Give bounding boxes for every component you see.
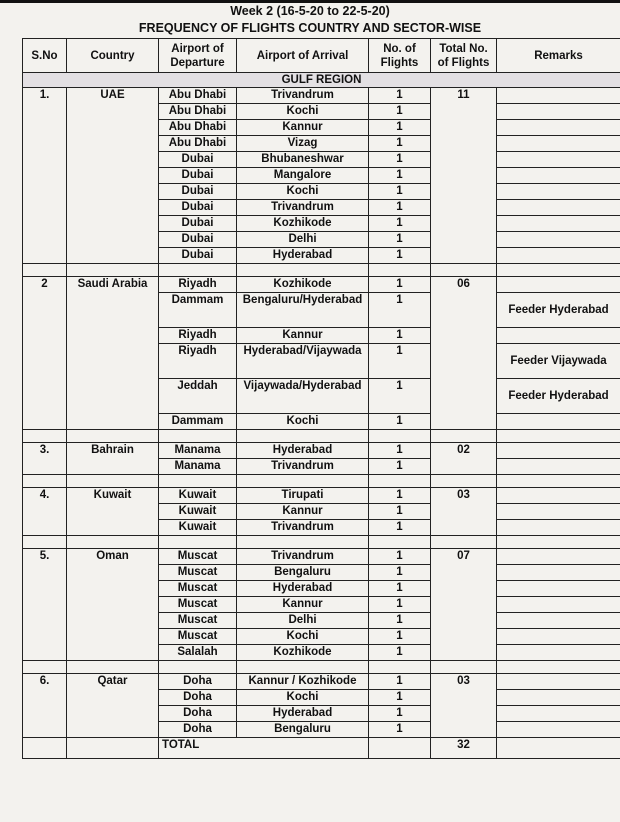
remarks-cell [497, 136, 620, 152]
remarks-cell [497, 565, 620, 581]
flights-table [22, 38, 620, 759]
country-cell: Qatar [67, 674, 159, 738]
departure-cell: Dubai [159, 152, 237, 168]
arrival-cell: Hyderabad [237, 248, 369, 264]
sno-cell: 2 [23, 277, 67, 430]
arrival-cell: Trivandrum [237, 549, 369, 565]
departure-cell: Manama [159, 459, 237, 475]
remarks-cell [497, 597, 620, 613]
departure-cell: Dubai [159, 184, 237, 200]
remarks-cell: Feeder Hyderabad [497, 379, 620, 414]
arrival-cell: Hyderabad/Vijaywada [237, 344, 369, 379]
arrival-cell: Trivandrum [237, 88, 369, 104]
flights-cell: 1 [369, 520, 431, 536]
arrival-cell: Bengaluru [237, 565, 369, 581]
flights-cell: 1 [369, 248, 431, 264]
flights-cell: 1 [369, 152, 431, 168]
departure-cell: Doha [159, 722, 237, 738]
arrival-cell: Kannur [237, 504, 369, 520]
arrival-cell: Mangalore [237, 168, 369, 184]
remarks-cell [497, 488, 620, 504]
flights-cell: 1 [369, 690, 431, 706]
arrival-cell: Kozhikode [237, 216, 369, 232]
flights-cell: 1 [369, 443, 431, 459]
departure-cell: Doha [159, 674, 237, 690]
remarks-cell [497, 232, 620, 248]
arrival-cell: Trivandrum [237, 200, 369, 216]
flights-cell: 1 [369, 565, 431, 581]
total-row [23, 738, 620, 759]
arrival-cell: Kannur [237, 120, 369, 136]
departure-cell: Muscat [159, 629, 237, 645]
flights-cell: 1 [369, 613, 431, 629]
col-header-flights: No. of Flights [369, 39, 431, 73]
arrival-cell: Kochi [237, 414, 369, 430]
table-row [23, 277, 620, 293]
arrival-cell: Kannur [237, 328, 369, 344]
spacer-row [23, 430, 620, 443]
departure-cell: Kuwait [159, 520, 237, 536]
country-cell: Saudi Arabia [67, 277, 159, 430]
arrival-cell: Hyderabad [237, 706, 369, 722]
flights-cell: 1 [369, 706, 431, 722]
departure-cell: Salalah [159, 645, 237, 661]
col-header-sno: S.No [23, 39, 67, 73]
arrival-cell: Hyderabad [237, 443, 369, 459]
flights-cell: 1 [369, 581, 431, 597]
remarks-cell [497, 645, 620, 661]
remarks-cell [497, 200, 620, 216]
country-cell: UAE [67, 88, 159, 264]
departure-cell: Dammam [159, 293, 237, 328]
country-cell: Bahrain [67, 443, 159, 475]
arrival-cell: Kozhikode [237, 645, 369, 661]
departure-cell: Riyadh [159, 344, 237, 379]
remarks-cell [497, 414, 620, 430]
grand-total: 32 [431, 738, 497, 759]
arrival-cell: Vizag [237, 136, 369, 152]
remarks-cell [497, 277, 620, 293]
arrival-cell: Kochi [237, 690, 369, 706]
spacer-row [23, 475, 620, 488]
col-header-departure: Airport of Departure [159, 39, 237, 73]
departure-cell: Dubai [159, 168, 237, 184]
arrival-cell: Bhubaneshwar [237, 152, 369, 168]
remarks-cell [497, 168, 620, 184]
flights-cell: 1 [369, 216, 431, 232]
flights-cell: 1 [369, 88, 431, 104]
flights-cell: 1 [369, 328, 431, 344]
country-cell: Oman [67, 549, 159, 661]
departure-cell: Dammam [159, 414, 237, 430]
col-header-country: Country [67, 39, 159, 73]
arrival-cell: Kochi [237, 184, 369, 200]
departure-cell: Dubai [159, 232, 237, 248]
flights-cell: 1 [369, 168, 431, 184]
departure-cell: Riyadh [159, 328, 237, 344]
col-header-total: Total No. of Flights [431, 39, 497, 73]
remarks-cell [497, 216, 620, 232]
flights-cell: 1 [369, 597, 431, 613]
table-row [23, 488, 620, 504]
table-header-row [23, 39, 620, 73]
arrival-cell: Bengaluru/Hyderabad [237, 293, 369, 328]
remarks-cell [497, 459, 620, 475]
arrival-cell: Delhi [237, 232, 369, 248]
departure-cell: Doha [159, 690, 237, 706]
remarks-cell [497, 520, 620, 536]
total-label: TOTAL [159, 738, 369, 759]
remarks-cell [497, 152, 620, 168]
remarks-cell [497, 443, 620, 459]
departure-cell: Abu Dhabi [159, 136, 237, 152]
sno-cell: 6. [23, 674, 67, 738]
departure-cell: Abu Dhabi [159, 104, 237, 120]
table-row [23, 88, 620, 104]
flights-cell: 1 [369, 504, 431, 520]
remarks-cell [497, 88, 620, 104]
remarks-cell [497, 184, 620, 200]
arrival-cell: Kannur [237, 597, 369, 613]
flights-cell: 1 [369, 232, 431, 248]
departure-cell: Doha [159, 706, 237, 722]
remarks-cell [497, 629, 620, 645]
spacer-row [23, 661, 620, 674]
week-heading: Week 2 (16-5-20 to 22-5-20) [230, 4, 390, 18]
col-header-remarks: Remarks [497, 39, 620, 73]
flights-cell: 1 [369, 136, 431, 152]
remarks-cell [497, 248, 620, 264]
sno-cell: 3. [23, 443, 67, 475]
flights-cell: 1 [369, 184, 431, 200]
flights-cell: 1 [369, 459, 431, 475]
departure-cell: Riyadh [159, 277, 237, 293]
total-cell: 02 [431, 443, 497, 475]
sno-cell: 4. [23, 488, 67, 536]
sno-cell: 1. [23, 88, 67, 264]
arrival-cell: Kozhikode [237, 277, 369, 293]
total-cell: 07 [431, 549, 497, 661]
remarks-cell: Feeder Hyderabad [497, 293, 620, 328]
col-header-arrival: Airport of Arrival [237, 39, 369, 73]
total-cell: 11 [431, 88, 497, 264]
departure-cell: Muscat [159, 597, 237, 613]
remarks-cell [497, 549, 620, 565]
flights-cell: 1 [369, 293, 431, 328]
flights-cell: 1 [369, 277, 431, 293]
departure-cell: Jeddah [159, 379, 237, 414]
remarks-cell [497, 104, 620, 120]
arrival-cell: Trivandrum [237, 459, 369, 475]
remarks-cell [497, 674, 620, 690]
table-row [23, 549, 620, 565]
flights-cell: 1 [369, 629, 431, 645]
top-rule [0, 0, 620, 3]
departure-cell: Dubai [159, 216, 237, 232]
departure-cell: Dubai [159, 248, 237, 264]
total-cell: 03 [431, 488, 497, 536]
departure-cell: Muscat [159, 549, 237, 565]
departure-cell: Manama [159, 443, 237, 459]
departure-cell: Muscat [159, 581, 237, 597]
document-title: FREQUENCY OF FLIGHTS COUNTRY AND SECTOR-WISE [138, 21, 482, 35]
region-row [23, 73, 620, 88]
remarks-cell: Feeder Vijaywada [497, 344, 620, 379]
arrival-cell: Kannur / Kozhikode [237, 674, 369, 690]
departure-cell: Kuwait [159, 488, 237, 504]
departure-cell: Muscat [159, 613, 237, 629]
remarks-cell [497, 328, 620, 344]
remarks-cell [497, 120, 620, 136]
flights-cell: 1 [369, 344, 431, 379]
departure-cell: Abu Dhabi [159, 120, 237, 136]
remarks-cell [497, 613, 620, 629]
region-label: GULF REGION [23, 73, 620, 88]
arrival-cell: Kochi [237, 629, 369, 645]
flights-cell: 1 [369, 488, 431, 504]
total-cell: 03 [431, 674, 497, 738]
flights-cell: 1 [369, 379, 431, 414]
arrival-cell: Vijaywada/Hyderabad [237, 379, 369, 414]
departure-cell: Dubai [159, 200, 237, 216]
country-cell: Kuwait [67, 488, 159, 536]
total-cell: 06 [431, 277, 497, 430]
arrival-cell: Delhi [237, 613, 369, 629]
flights-cell: 1 [369, 674, 431, 690]
flights-cell: 1 [369, 200, 431, 216]
spacer-row [23, 264, 620, 277]
arrival-cell: Kochi [237, 104, 369, 120]
flights-cell: 1 [369, 549, 431, 565]
flights-cell: 1 [369, 722, 431, 738]
remarks-cell [497, 706, 620, 722]
flights-cell: 1 [369, 104, 431, 120]
spacer-row [23, 536, 620, 549]
flights-cell: 1 [369, 120, 431, 136]
table-row [23, 674, 620, 690]
remarks-cell [497, 690, 620, 706]
arrival-cell: Trivandrum [237, 520, 369, 536]
sno-cell: 5. [23, 549, 67, 661]
arrival-cell: Bengaluru [237, 722, 369, 738]
remarks-cell [497, 722, 620, 738]
flights-cell: 1 [369, 645, 431, 661]
remarks-cell [497, 581, 620, 597]
arrival-cell: Tirupati [237, 488, 369, 504]
table-row [23, 443, 620, 459]
flights-cell: 1 [369, 414, 431, 430]
departure-cell: Abu Dhabi [159, 88, 237, 104]
departure-cell: Muscat [159, 565, 237, 581]
arrival-cell: Hyderabad [237, 581, 369, 597]
departure-cell: Kuwait [159, 504, 237, 520]
remarks-cell [497, 504, 620, 520]
